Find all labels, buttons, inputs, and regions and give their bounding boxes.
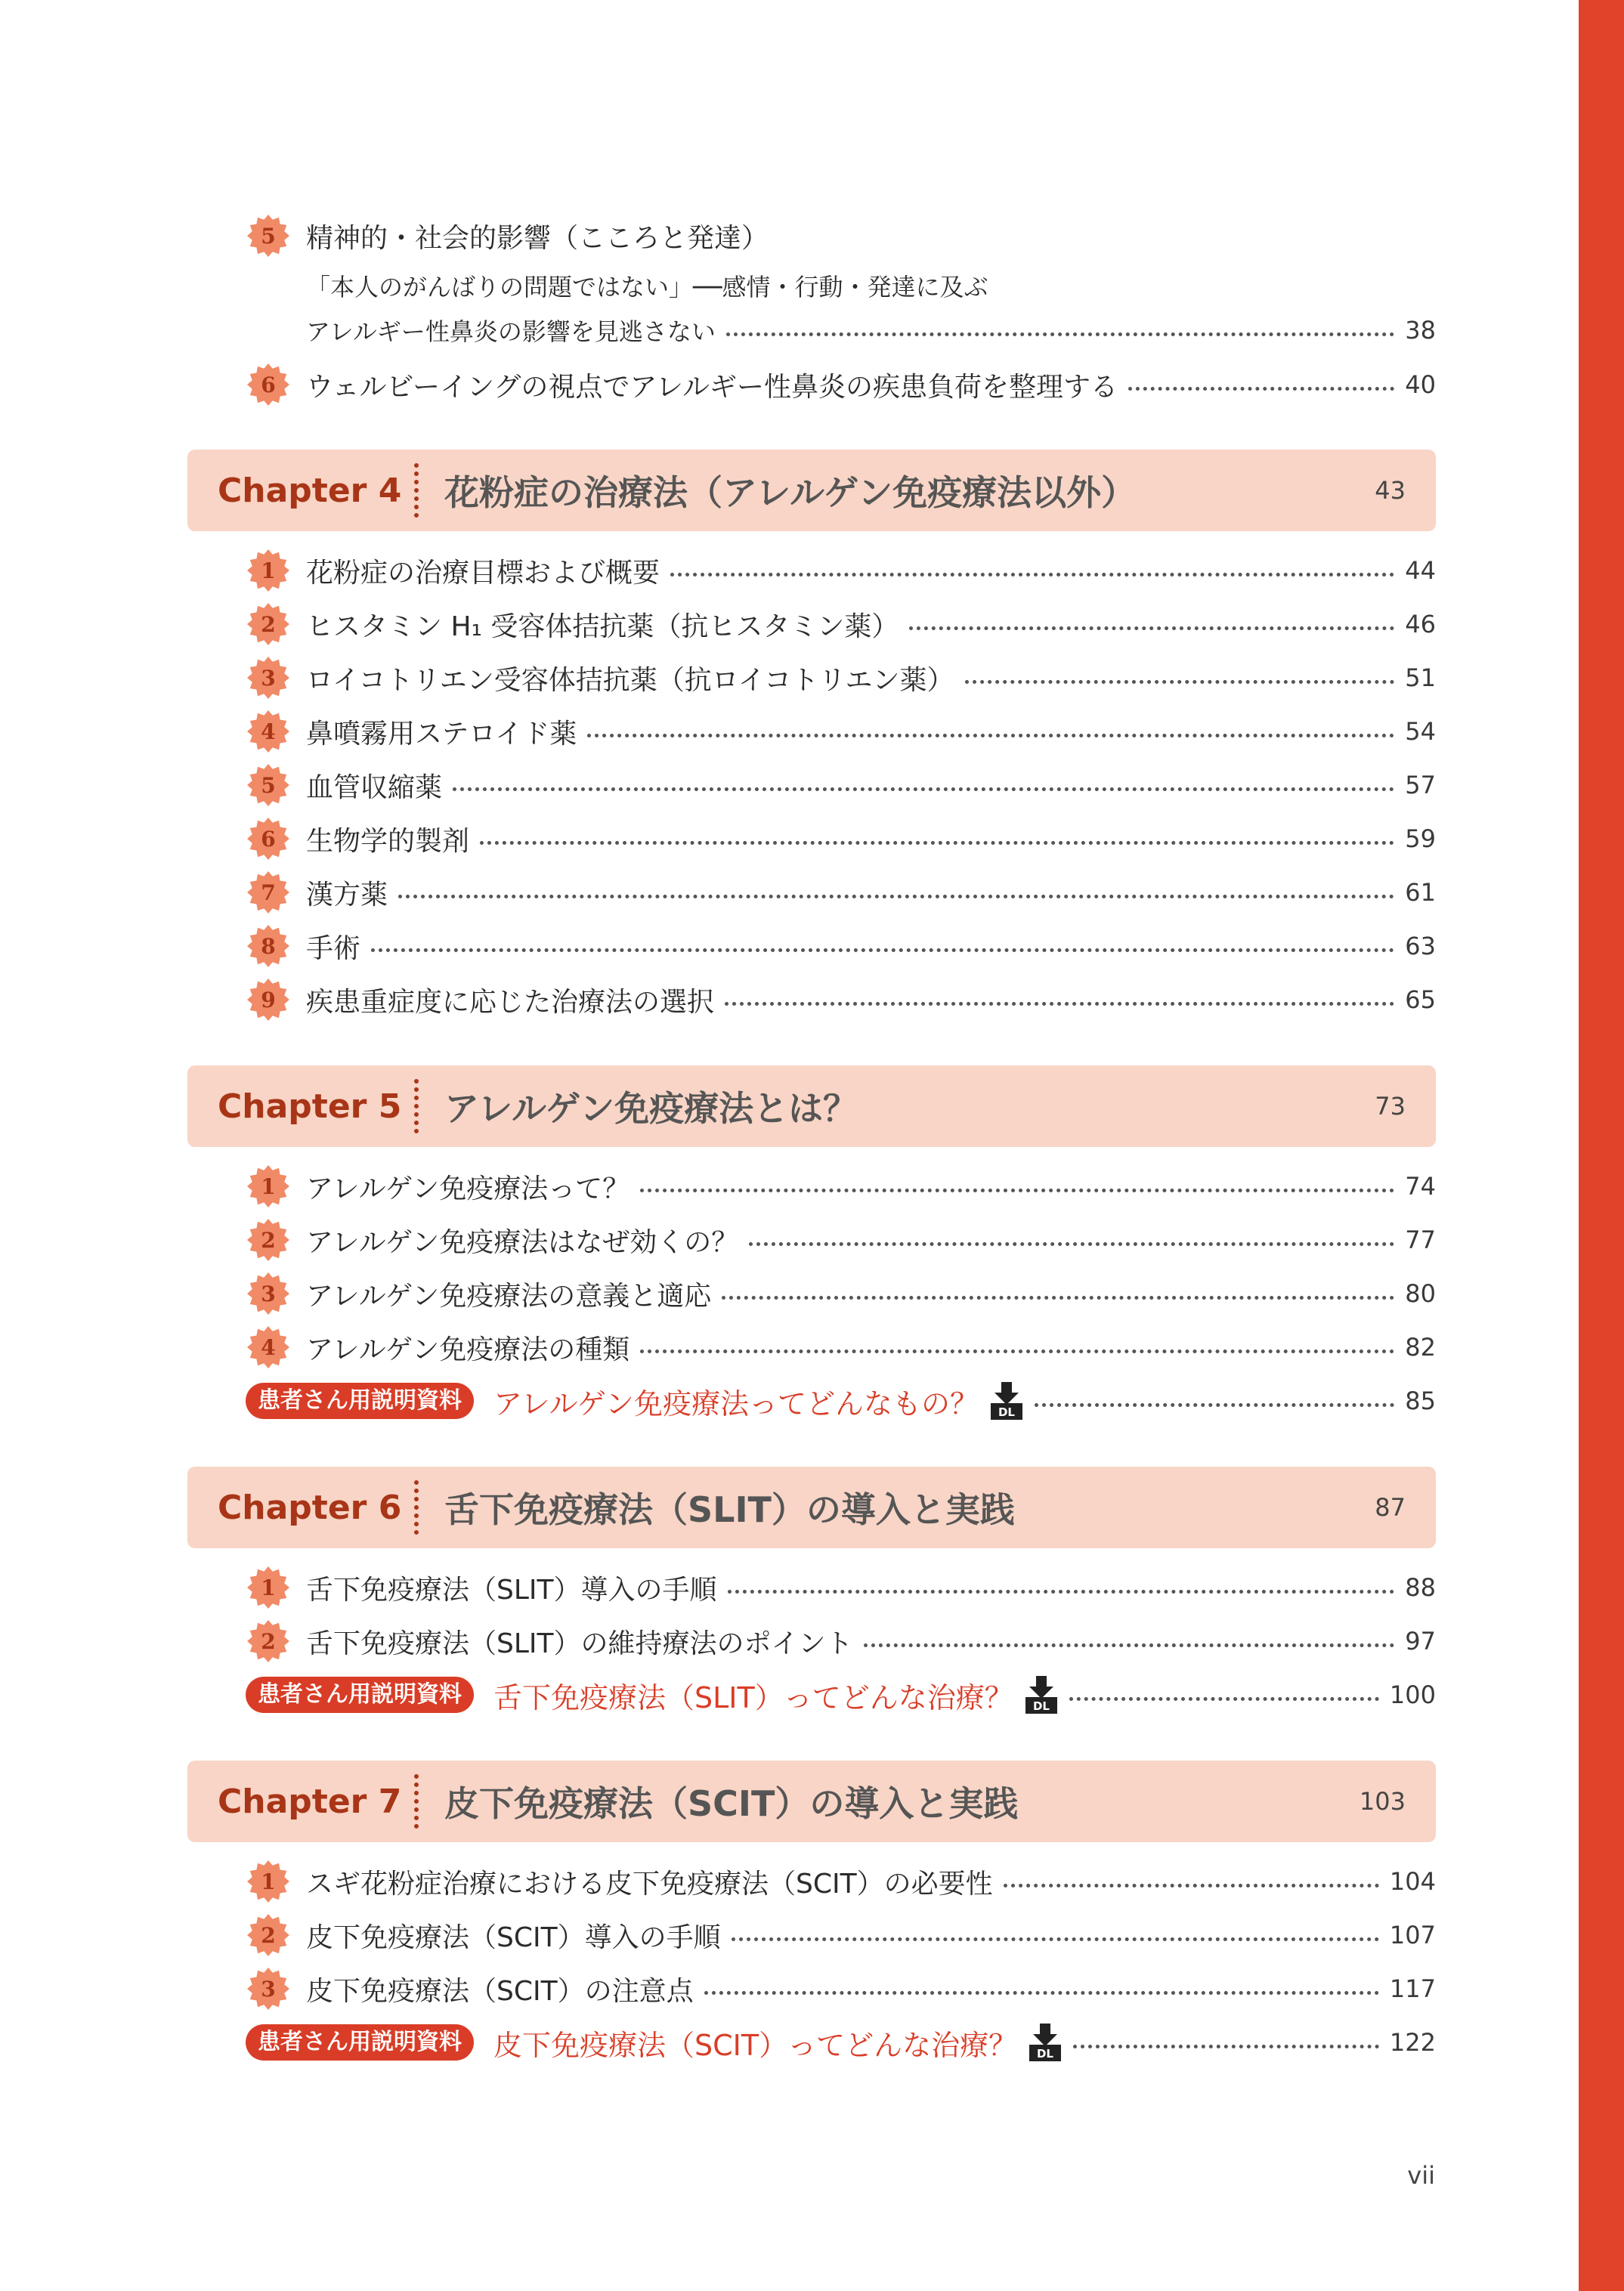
svg-text:1: 1: [261, 558, 276, 583]
dot-leader: [453, 787, 1394, 791]
chapter-separator: [414, 463, 419, 518]
entry-title: 舌下免疫療法（SLIT）導入の手順: [306, 1574, 717, 1606]
chapter-header[interactable]: [187, 1065, 1436, 1147]
folio-page-number: vii: [1407, 2161, 1435, 2190]
chapter-page: 87: [1375, 1493, 1406, 1522]
badge-icon: [246, 1913, 290, 1957]
download-icon[interactable]: [989, 1382, 1024, 1420]
page-number: 82: [1405, 1333, 1436, 1362]
number-badge: [246, 213, 291, 258]
svg-text:1: 1: [261, 1174, 276, 1199]
svg-text:2: 2: [261, 612, 276, 637]
dot-leader: [725, 1002, 1394, 1006]
svg-text:4: 4: [261, 1335, 276, 1360]
toc-entry[interactable]: [246, 1164, 1436, 1208]
svg-text:DL: DL: [1037, 2047, 1054, 2061]
svg-text:3: 3: [261, 1282, 276, 1306]
dot-leader: [587, 734, 1394, 737]
badge-icon: [246, 1272, 290, 1316]
dot-leader: [670, 573, 1394, 577]
page-number: 85: [1405, 1387, 1436, 1415]
patient-material-title: 皮下免疫療法（SCIT）ってどんな治療？: [493, 2028, 1018, 2062]
patient-material-tag: 患者さん用説明資料: [246, 1677, 474, 1713]
patient-material-title: 舌下免疫療法（SLIT）ってどんな治療？: [493, 1680, 1013, 1714]
number-badge: [246, 1217, 291, 1263]
svg-text:7: 7: [261, 880, 276, 905]
page-number: 97: [1405, 1627, 1436, 1656]
toc-entry[interactable]: [246, 1272, 1436, 1316]
badge-icon: [246, 817, 290, 861]
toc-subentry[interactable]: [306, 311, 1436, 349]
entry-title: 手術: [306, 932, 361, 964]
entry-title: 鼻噴霧用ステロイド薬: [306, 718, 577, 750]
chapter-title: 皮下免疫療法（SCIT）の導入と実践: [444, 1783, 1019, 1824]
badge-icon: [246, 978, 290, 1022]
page-number: 65: [1405, 985, 1436, 1014]
svg-text:9: 9: [261, 988, 276, 1013]
dot-leader: [704, 1991, 1379, 1995]
number-badge: [246, 1912, 291, 1958]
patient-material-entry[interactable]: [246, 1673, 1436, 1717]
dot-leader: [398, 895, 1394, 898]
number-badge: [246, 1565, 291, 1610]
badge-icon: [246, 1619, 290, 1663]
badge-icon: [246, 1860, 290, 1903]
dot-leader: [728, 1590, 1395, 1594]
svg-text:2: 2: [261, 1228, 276, 1253]
toc-entry[interactable]: [246, 1218, 1436, 1262]
number-badge: [246, 548, 291, 593]
entry-title: 皮下免疫療法（SCIT）導入の手順: [306, 1922, 721, 1953]
svg-text:2: 2: [261, 1923, 276, 1948]
number-badge: [246, 870, 291, 915]
number-badge: [246, 655, 291, 700]
page-number: 117: [1389, 1974, 1436, 2003]
page-number: 88: [1405, 1573, 1436, 1602]
badge-icon: [246, 763, 290, 807]
badge-icon: [246, 1218, 290, 1262]
page-number: 74: [1405, 1172, 1436, 1201]
number-badge: [246, 362, 291, 407]
dot-leader: [640, 1189, 1394, 1192]
dot-leader: [640, 1350, 1394, 1353]
page-number: 80: [1405, 1279, 1436, 1308]
entry-title: 皮下免疫療法（SCIT）の注意点: [306, 1975, 694, 2007]
chapter-header[interactable]: [187, 450, 1436, 531]
svg-text:4: 4: [261, 719, 276, 744]
entry-title: ウェルビーイングの視点でアレルギー性鼻炎の疾患負荷を整理する: [306, 371, 1118, 403]
toc-entry[interactable]: [246, 1913, 1436, 1957]
dot-leader: [749, 1242, 1394, 1246]
chapter-page: 73: [1375, 1092, 1406, 1121]
chapter-separator: [414, 1079, 419, 1133]
svg-text:6: 6: [261, 373, 276, 397]
page-number: 77: [1405, 1226, 1436, 1254]
entry-title: アレルゲン免疫療法の意義と適応: [306, 1280, 712, 1312]
badge-icon: [246, 1566, 290, 1609]
chapter-label: Chapter 4: [218, 471, 402, 510]
page-number: 57: [1405, 771, 1436, 799]
chapter-header[interactable]: [187, 1761, 1436, 1842]
entry-title: アレルゲン免疫療法って？: [306, 1173, 630, 1204]
toc-entry[interactable]: [246, 978, 1436, 1022]
dot-leader: [371, 948, 1394, 952]
page-number: 44: [1405, 556, 1436, 585]
chapter-title: 花粉症の治療法（アレルゲン免疫療法以外）: [444, 472, 1137, 513]
download-icon[interactable]: [1024, 1676, 1059, 1714]
number-badge: [246, 816, 291, 861]
badge-icon: [246, 549, 290, 592]
patient-material-tag: 患者さん用説明資料: [246, 1383, 474, 1419]
entry-title: アレルゲン免疫療法はなぜ効くの？: [306, 1226, 739, 1258]
patient-material-entry[interactable]: [246, 2020, 1436, 2064]
entry-title: 漢方薬: [306, 879, 388, 911]
patient-material-entry[interactable]: [246, 1379, 1436, 1423]
page-number: 40: [1405, 370, 1436, 399]
toc-entry[interactable]: [246, 763, 1436, 807]
patient-material-tag: 患者さん用説明資料: [246, 2024, 474, 2061]
chapter-separator: [414, 1774, 419, 1829]
page-number: 107: [1389, 1921, 1436, 1949]
entry-title: アレルギー性鼻炎の影響を見逃さない: [306, 317, 716, 346]
number-badge: [246, 923, 291, 969]
dot-leader: [732, 1937, 1379, 1941]
badge-icon: [246, 1967, 290, 2011]
page-number: 100: [1389, 1680, 1436, 1709]
dot-leader: [1069, 1697, 1379, 1701]
number-badge: [246, 1966, 291, 2011]
toc-entry[interactable]: [246, 870, 1436, 914]
entry-title: 花粉症の治療目標および概要: [306, 557, 660, 589]
badge-icon: [246, 656, 290, 700]
badge-icon: [246, 924, 290, 968]
entry-title: スギ花粉症治療における皮下免疫療法（SCIT）の必要性: [306, 1868, 993, 1900]
page-number: 122: [1389, 2028, 1436, 2057]
chapter-page: 103: [1359, 1787, 1406, 1816]
entry-title: ロイコトリエン受容体拮抗薬（抗ロイコトリエン薬）: [306, 664, 954, 696]
page-number: 63: [1405, 932, 1436, 960]
dot-leader: [1073, 2045, 1379, 2048]
svg-text:5: 5: [261, 773, 276, 798]
dot-leader: [1035, 1403, 1394, 1407]
badge-icon: [246, 214, 290, 258]
entry-title: 疾患重症度に応じた治療法の選択: [306, 986, 715, 1018]
page-number: 46: [1405, 610, 1436, 638]
toc-entry[interactable]: [246, 1325, 1436, 1369]
entry-subtitle: 「本人のがんばりの問題ではない」──感情・行動・発達に及ぶ: [306, 273, 988, 301]
page-number: 54: [1405, 717, 1436, 746]
toc-entry[interactable]: [246, 214, 1436, 258]
svg-text:3: 3: [261, 666, 276, 691]
badge-icon: [246, 1164, 290, 1208]
toc-entry[interactable]: [246, 924, 1436, 968]
dot-leader: [864, 1643, 1395, 1647]
number-badge: [246, 1164, 291, 1209]
svg-text:DL: DL: [1032, 1699, 1050, 1713]
number-badge: [246, 1325, 291, 1370]
number-badge: [246, 762, 291, 808]
svg-text:3: 3: [261, 1977, 276, 2002]
svg-text:DL: DL: [998, 1405, 1016, 1419]
toc-entry[interactable]: [246, 656, 1436, 700]
svg-text:1: 1: [261, 1869, 276, 1894]
page-number: 61: [1405, 878, 1436, 907]
badge-icon: [246, 1325, 290, 1369]
chapter-title: アレルゲン免疫療法とは？: [444, 1088, 858, 1129]
toc-entry[interactable]: [246, 549, 1436, 592]
entry-title: アレルゲン免疫療法の種類: [306, 1334, 630, 1365]
dot-leader: [965, 680, 1395, 684]
badge-icon: [246, 602, 290, 646]
badge-icon: [246, 870, 290, 914]
svg-text:6: 6: [261, 827, 276, 852]
page-number: 38: [1405, 316, 1436, 345]
toc-entry[interactable]: [246, 817, 1436, 861]
page-number: 59: [1405, 824, 1436, 853]
number-badge: [246, 1619, 291, 1664]
toc-entry[interactable]: [246, 602, 1436, 646]
chapter-title: 舌下免疫療法（SLIT）の導入と実践: [444, 1489, 1015, 1530]
dot-leader: [1128, 387, 1394, 391]
toc-entry[interactable]: [246, 1566, 1436, 1609]
page-number: 104: [1389, 1867, 1436, 1896]
number-badge: [246, 1271, 291, 1316]
entry-title: ヒスタミン H₁ 受容体拮抗薬（抗ヒスタミン薬）: [306, 611, 899, 642]
svg-text:2: 2: [261, 1629, 276, 1654]
toc-entry[interactable]: [246, 363, 1436, 407]
chapter-page: 43: [1375, 476, 1406, 505]
toc-entry[interactable]: [246, 710, 1436, 753]
number-badge: [246, 1859, 291, 1904]
chapter-label: Chapter 7: [218, 1782, 402, 1821]
dot-leader: [722, 1296, 1394, 1300]
toc-entry[interactable]: [246, 1967, 1436, 2011]
chapter-separator: [414, 1480, 419, 1535]
number-badge: [246, 601, 291, 647]
entry-title: 舌下免疫療法（SLIT）の維持療法のポイント: [306, 1628, 853, 1659]
badge-icon: [246, 710, 290, 753]
entry-title: 精神的・社会的影響（こころと発達）: [306, 222, 769, 254]
entry-title: 生物学的製剤: [306, 825, 470, 857]
chapter-label: Chapter 5: [218, 1087, 402, 1126]
svg-text:8: 8: [261, 934, 276, 959]
svg-text:1: 1: [261, 1575, 276, 1600]
dot-leader: [726, 332, 1394, 336]
dot-leader: [909, 626, 1394, 630]
entry-title: 血管収縮薬: [306, 771, 443, 803]
svg-text:5: 5: [261, 224, 276, 249]
download-icon[interactable]: [1028, 2024, 1063, 2061]
patient-material-title: アレルゲン免疫療法ってどんなもの？: [493, 1387, 979, 1421]
chapter-label: Chapter 6: [218, 1488, 402, 1527]
dot-leader: [480, 841, 1394, 845]
number-badge: [246, 977, 291, 1022]
dot-leader: [1004, 1884, 1379, 1888]
badge-icon: [246, 363, 290, 407]
number-badge: [246, 709, 291, 754]
chapter-header[interactable]: [187, 1467, 1436, 1548]
toc-entry[interactable]: [246, 1860, 1436, 1903]
toc-entry[interactable]: [246, 1619, 1436, 1663]
page-number: 51: [1405, 663, 1436, 692]
